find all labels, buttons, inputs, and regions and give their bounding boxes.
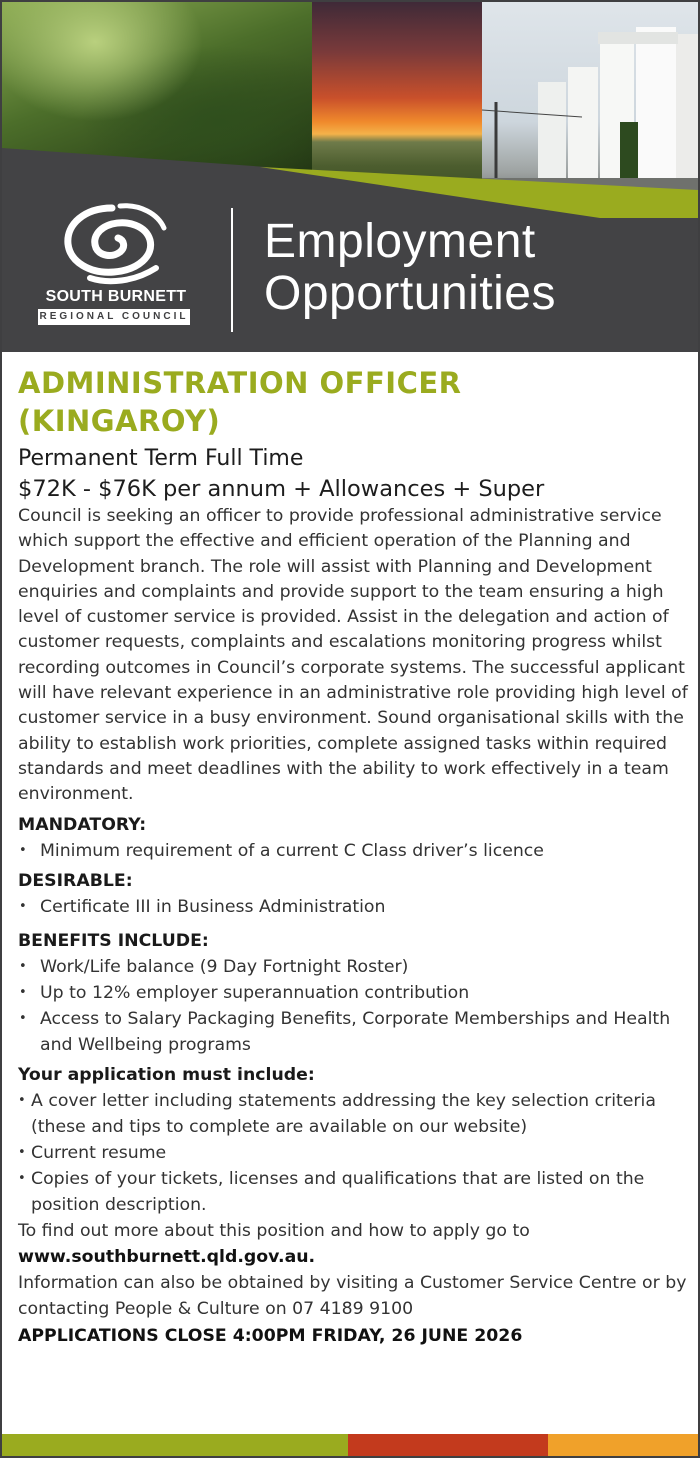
headline-line-2: Opportunities [264,267,556,320]
list-item: • Current resume [18,1140,692,1166]
logo-org-name: SOUTH BURNETT [45,288,187,305]
job-title-line-1: ADMINISTRATION OFFICER [18,366,462,400]
application-list [18,1088,692,1218]
job-description: Council is seeking an officer to provide professional administrative service which support the effective and efficient operation of the Planning and Development branch. The role will assist with Planning and Development enquiries and complaints and provide support to the team ensuring a high level of customer service is provided. Assist in the delegation and action of customer requests, complaints and escalations monitoring progress whilst recording outcomes in Council’s corporate systems. The successful applicant will have relevant experience in an administrative role providing high level of customer service in a busy environment. Sound organisational skills with the ability to establish work priorities, complete assigned tasks within required standards and meet deadlines with the ability to work effectively in a team environment. [18,506,688,805]
list-item: • A cover letter including statements addressing the key selection criteria (these and tips to complete are available on our website) [18,1088,692,1140]
list-item: • Copies of your tickets, licenses and qualifications that are listed on the position description. [18,1166,692,1218]
desirable-list [18,894,692,920]
list-item: • Up to 12% employer superannuation contribution [18,980,692,1006]
job-details [18,364,692,1350]
job-title [18,364,692,440]
employment-term: Permanent Term Full Time [18,446,304,471]
page-headline [264,216,556,320]
header-divider [231,208,233,332]
list-item: • Work/Life balance (9 Day Fortnight Roster) [18,954,692,980]
benefits-list [18,954,692,1058]
benefits-heading: BENEFITS INCLUDE: [18,930,209,951]
logo-org-subtitle: REGIONAL COUNCIL [38,309,190,325]
council-logo-swirl-icon [60,200,170,286]
headline-line-1: Employment [264,215,536,268]
mandatory-list [18,838,692,864]
footer-bar-orange [548,1434,698,1456]
footer-bar-red [348,1434,548,1456]
footer-bar-green [2,1434,348,1456]
applications-close-notice: APPLICATIONS CLOSE 4:00PM FRIDAY, 26 JUNE 2026 [18,1325,523,1346]
desirable-heading: DESIRABLE: [18,870,133,891]
list-item: • Access to Salary Packaging Benefits, Corporate Memberships and Health and Wellbeing programs [18,1006,692,1058]
website-link[interactable]: www.southburnett.qld.gov.au. [18,1246,316,1267]
find-out-more-text: To find out more about this position and how to apply go to [18,1220,530,1241]
list-item: • Minimum requirement of a current C Class driver’s licence [18,838,692,864]
job-title-line-2: (KINGAROY) [18,404,221,438]
contact-info: Information can also be obtained by visiting a Customer Service Centre or by contacting People & Culture on 07 4189 9100 [18,1272,687,1319]
mandatory-heading: MANDATORY: [18,814,147,835]
list-item: • Certificate III in Business Administration [18,894,692,920]
application-heading: Your application must include: [18,1064,315,1085]
header-banner [2,2,698,352]
salary-range: $72K - $76K per annum + Allowances + Super [18,476,545,502]
